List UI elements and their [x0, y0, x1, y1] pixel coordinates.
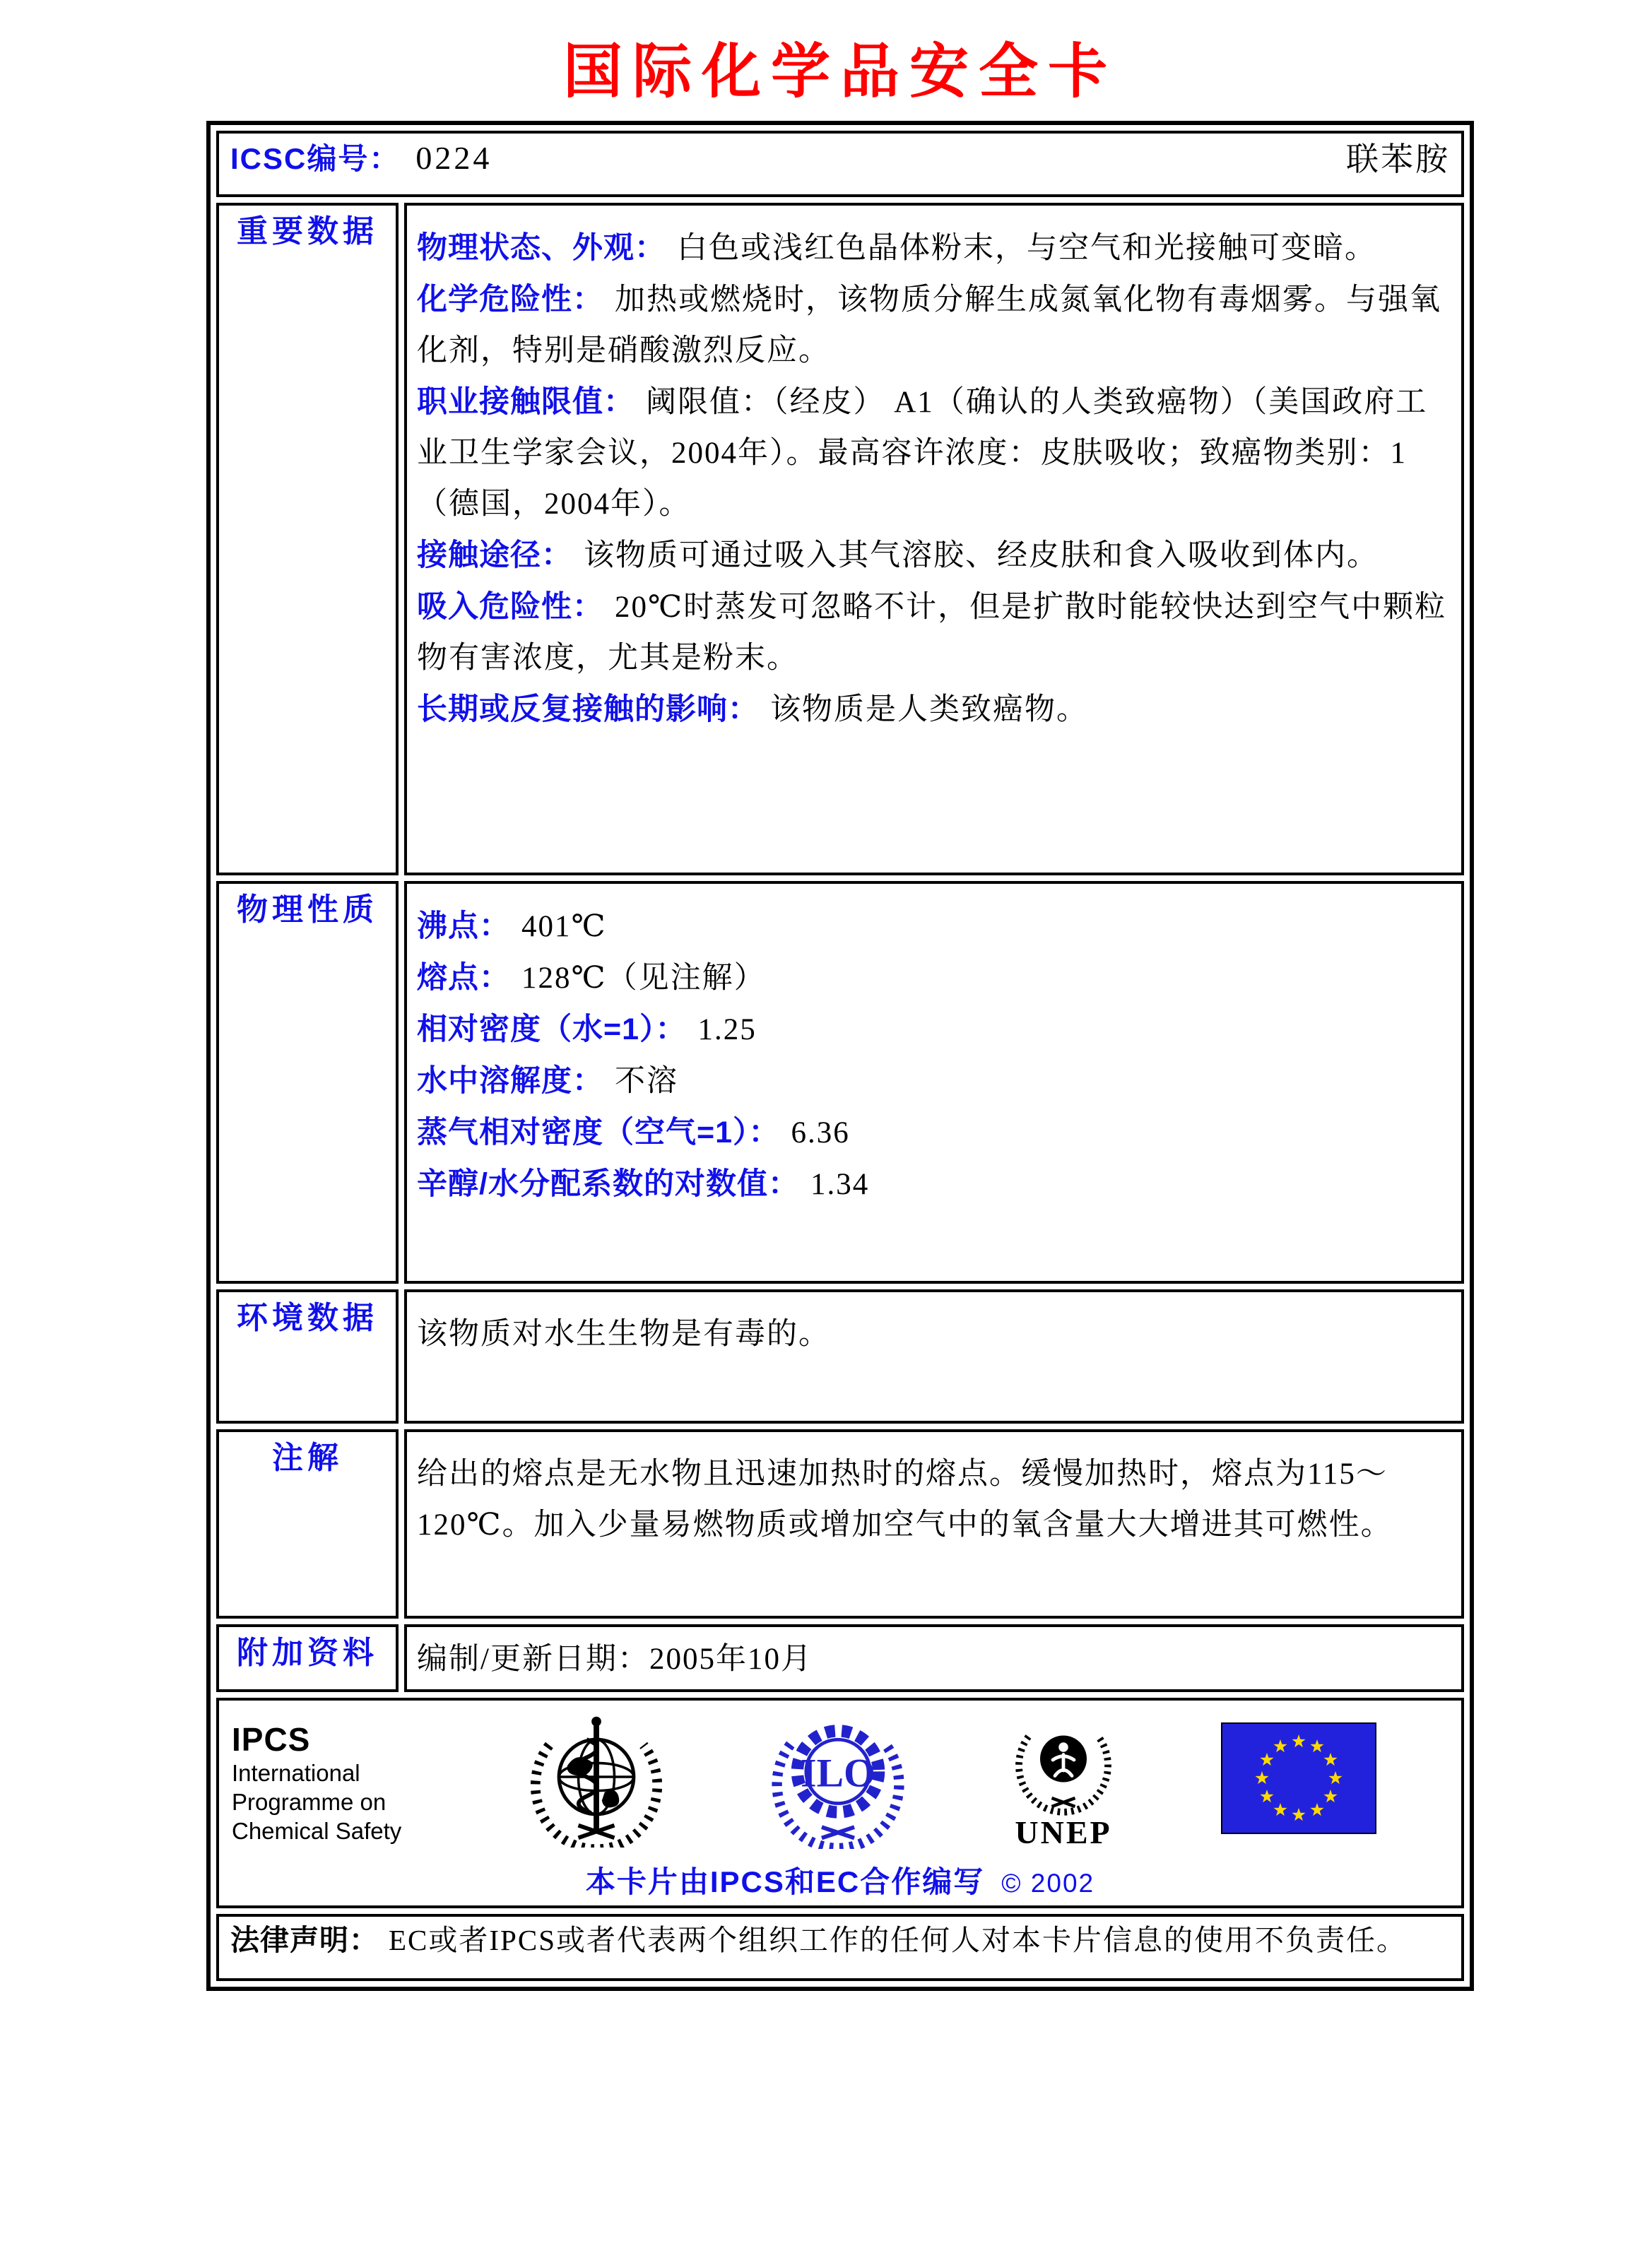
section-label-important-data: 重要数据: [216, 203, 399, 875]
ilo-emblem-icon: [770, 1708, 906, 1852]
ipcs-text-block: IPCS International Programme on Chemical Safety: [232, 1710, 423, 1845]
physical-properties-row: [216, 881, 1464, 1284]
field-relative-density: 相对密度（水=1）： 1.25: [417, 1012, 757, 1046]
field-water-solubility: 水中溶解度： 不溶: [417, 1064, 678, 1098]
section-label-additional-info: 附加资料: [216, 1624, 399, 1692]
additional-info-content: [404, 1624, 1464, 1692]
logo-row: [219, 1708, 1461, 1849]
unep-emblem-icon: [1010, 1711, 1116, 1817]
field-melting-point: 熔点： 128℃（见注解）: [417, 961, 766, 995]
field-update-date: 编制/更新日期：2005年10月: [417, 1643, 813, 1676]
field-occupational-limits: 职业接触限值： 阈限值：（经皮） A1（确认的人类致癌物）（美国政府工业卫生学家会议，2004年）。最高容许浓度：皮肤吸收；致癌物类别：1（德国，2004年）。: [417, 385, 1428, 521]
chemical-name: 联苯胺: [1346, 141, 1450, 177]
eu-flag-icon: [1221, 1722, 1376, 1838]
legal-row: [216, 1914, 1464, 1981]
field-chemical-danger: 化学危险性： 加热或燃烧时，该物质分解生成氮氧化物有毒烟雾。与强氧化剂，特别是硝酸激烈反应。: [417, 283, 1441, 367]
notes-row: [216, 1429, 1464, 1619]
section-label-notes: 注解: [216, 1429, 399, 1619]
field-boiling-point: 沸点： 401℃: [417, 909, 607, 943]
environmental-data-content: 该物质对水生生物是有毒的。: [404, 1289, 1464, 1424]
footer-row: [216, 1698, 1464, 1908]
icsc-card-table: [206, 121, 1474, 1991]
field-inhalation-risk: 吸入危险性： 20℃时蒸发可忽略不计，但是扩散时能较快达到空气中颗粒物有害浓度，尤其是粉末。: [417, 590, 1447, 675]
unep-label: UNEP: [1015, 1814, 1112, 1850]
unep-logo-block: [1010, 1711, 1116, 1848]
header-row: [216, 131, 1464, 197]
physical-properties-content: [404, 881, 1464, 1284]
who-emblem-icon: [527, 1709, 666, 1851]
important-data-content: [404, 203, 1464, 875]
legal-label: 法律声明：: [230, 1924, 379, 1956]
section-label-environmental-data: 环境数据: [216, 1289, 399, 1424]
section-label-physical-properties: 物理性质: [216, 881, 399, 1284]
page-title: 国际化学品安全卡: [562, 38, 1117, 105]
legal-notice: 法律声明： EC或者IPCS或者代表两个组织工作的任何人对本卡片信息的使用不负责任。: [216, 1914, 1464, 1981]
copyright: © 2002: [1001, 1869, 1095, 1898]
important-data-row: [216, 203, 1464, 875]
footer-caption: 本卡片由IPCS和EC合作编写 © 2002: [585, 1865, 1095, 1898]
ilo-letters: ILO: [801, 1751, 875, 1796]
ipcs-title: IPCS: [232, 1721, 311, 1758]
icsc-number-label: ICSC编号：: [230, 142, 401, 175]
field-exposure-routes: 接触途径： 该物质可通过吸入其气溶胶、经皮肤和食入吸收到体内。: [417, 538, 1379, 572]
field-physical-state: 物理状态、外观： 白色或浅红色晶体粉末，与空气和光接触可变暗。: [417, 231, 1376, 265]
icsc-number-value: 0224: [415, 140, 492, 176]
notes-content: 给出的熔点是无水物且迅速加热时的熔点。缓慢加热时，熔点为115～120℃。加入少量易燃物质或增加空气中的氧含量大大增进其可燃性。: [404, 1429, 1464, 1619]
environmental-data-row: [216, 1289, 1464, 1424]
additional-info-row: [216, 1624, 1464, 1692]
field-octanol-water-coefficient: 辛醇/水分配系数的对数值： 1.34: [417, 1167, 870, 1201]
field-longterm-effects: 长期或反复接触的影响： 该物质是人类致癌物。: [417, 692, 1088, 726]
field-vapor-density: 蒸气相对密度（空气=1）： 6.36: [417, 1116, 850, 1149]
